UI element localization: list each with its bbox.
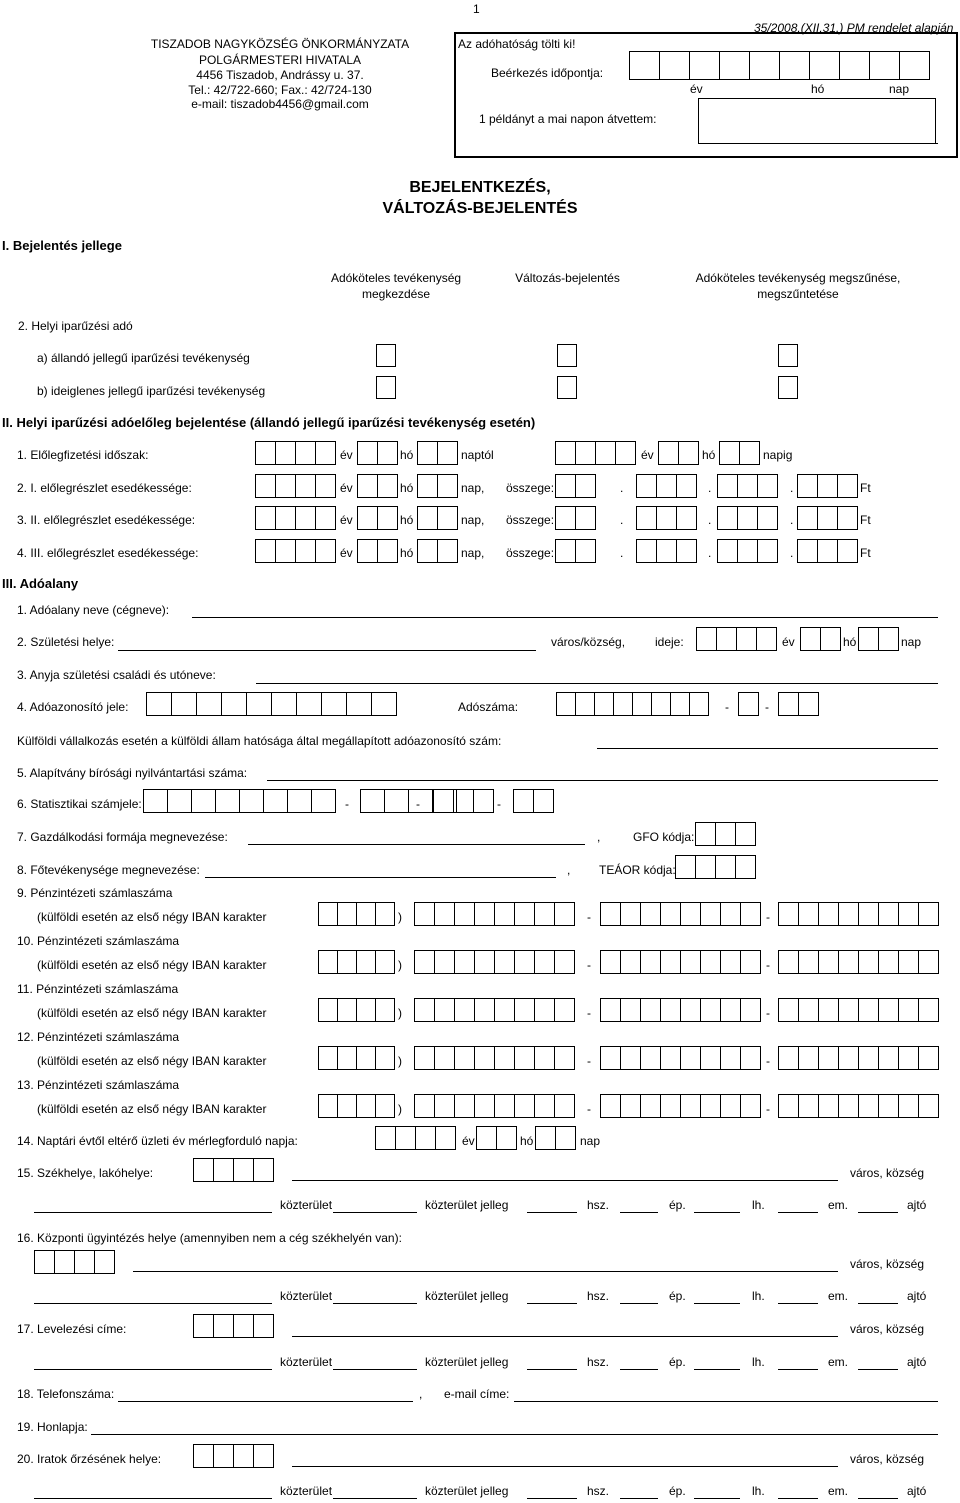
authority-line1: TISZADOB NAGYKÖZSÉG ÖNKORMÁNYZATA bbox=[150, 37, 410, 51]
legal-form-field[interactable] bbox=[248, 844, 585, 845]
installment2-amount-b[interactable] bbox=[636, 506, 697, 530]
staircase-label: lh. bbox=[752, 1289, 765, 1303]
teaor-code-label: TEÁOR kódja: bbox=[599, 863, 676, 877]
permanent-end-checkbox[interactable] bbox=[778, 344, 798, 367]
legal-form-label: 7. Gazdálkodási formája megnevezése: bbox=[17, 830, 228, 844]
main-activity-field[interactable] bbox=[205, 877, 556, 878]
installment1-month-label: hó bbox=[400, 481, 414, 495]
bank-account-label: 11. Pénzintézeti számlaszáma bbox=[17, 982, 179, 996]
stat-number-part4[interactable] bbox=[513, 789, 554, 813]
street-type-field[interactable] bbox=[333, 1369, 417, 1370]
teaor-code-cells[interactable] bbox=[675, 855, 756, 879]
bank-account-part1[interactable] bbox=[414, 950, 575, 974]
street-type-field[interactable] bbox=[333, 1303, 417, 1304]
building-label: ép. bbox=[669, 1289, 686, 1303]
thousands-dot: . bbox=[708, 546, 712, 560]
currency-label: Ft bbox=[860, 481, 871, 495]
address-label: 16. Központi ügyintézés helye (amennyiben nem a cég székhelyén van): bbox=[17, 1231, 402, 1245]
installment3-amount-a[interactable] bbox=[555, 539, 596, 563]
phone-field[interactable] bbox=[118, 1401, 413, 1402]
permanent-start-checkbox[interactable] bbox=[376, 344, 396, 367]
installment2-year-label: év bbox=[340, 513, 353, 527]
tax-number-part3[interactable] bbox=[778, 692, 819, 716]
staircase-field[interactable] bbox=[694, 1212, 740, 1213]
floor-label: em. bbox=[828, 1198, 849, 1212]
authority-line5: e-mail: tiszadob4456@gmail.com bbox=[191, 97, 369, 111]
taxpayer-name-field[interactable] bbox=[192, 617, 938, 618]
bank-account-part1[interactable] bbox=[414, 998, 575, 1022]
street-label: közterület bbox=[280, 1289, 333, 1303]
floor-field[interactable] bbox=[778, 1212, 818, 1213]
bank-account-part3[interactable] bbox=[778, 950, 939, 974]
bank-account-part3[interactable] bbox=[778, 902, 939, 926]
thousands-dot: . bbox=[790, 481, 794, 495]
currency-label: Ft bbox=[860, 546, 871, 560]
paren-label: ) bbox=[398, 1102, 402, 1116]
street-field[interactable] bbox=[34, 1303, 272, 1304]
section2-title: II. Helyi iparűzési adóelőleg bejelentése (állandó jellegű iparűzési tevékenység esetén) bbox=[2, 415, 536, 430]
street-type-field[interactable] bbox=[333, 1498, 417, 1499]
email-label: e-mail címe: bbox=[444, 1387, 510, 1401]
bank-account-part2[interactable] bbox=[600, 1046, 761, 1070]
separator-dash: - bbox=[587, 1006, 591, 1020]
staircase-label: lh. bbox=[752, 1484, 765, 1498]
authority-line3: 4456 Tiszadob, Andrássy u. 37. bbox=[196, 68, 364, 82]
installment2-month-cells[interactable] bbox=[357, 506, 398, 530]
postal-code-cells[interactable] bbox=[193, 1314, 274, 1338]
city-field[interactable] bbox=[292, 1180, 838, 1181]
period-from-year-label: év bbox=[340, 448, 353, 462]
iban-hint-label: (külföldi esetén az első négy IBAN karakter bbox=[37, 1006, 267, 1020]
door-label: ajtó bbox=[907, 1355, 927, 1369]
staircase-label: lh. bbox=[752, 1198, 765, 1212]
foundation-reg-field[interactable] bbox=[267, 780, 938, 781]
section1-title: I. Bejelentés jellege bbox=[2, 238, 122, 253]
installment2-amount-c[interactable] bbox=[717, 506, 778, 530]
staircase-field[interactable] bbox=[694, 1303, 740, 1304]
separator-dash: - bbox=[766, 1006, 770, 1020]
bank-account-label: 12. Pénzintézeti számlaszáma bbox=[17, 1030, 180, 1044]
separator-dash: - bbox=[497, 797, 501, 811]
iban-hint-label: (külföldi esetén az első négy IBAN karakter bbox=[37, 910, 267, 924]
building-label: ép. bbox=[669, 1355, 686, 1369]
iban-prefix-cells[interactable] bbox=[318, 902, 395, 926]
installment1-day-cells[interactable] bbox=[417, 474, 458, 498]
installment1-amount-b[interactable] bbox=[636, 474, 697, 498]
tax-id-label: 4. Adóazonosító jele: bbox=[17, 700, 129, 714]
door-field[interactable] bbox=[858, 1369, 898, 1370]
installment1-amount-a[interactable] bbox=[555, 474, 596, 498]
birthdate-label: ideje: bbox=[655, 635, 684, 649]
email-field[interactable] bbox=[514, 1401, 938, 1402]
postal-code-cells[interactable] bbox=[193, 1158, 274, 1182]
house-number-field[interactable] bbox=[527, 1303, 577, 1304]
thousands-dot: . bbox=[790, 513, 794, 527]
birth-year-label: év bbox=[782, 635, 795, 649]
fiscal-day-label: nap bbox=[580, 1134, 601, 1148]
installment2-day-label: nap, bbox=[461, 513, 485, 527]
form-title-2: VÁLTOZÁS-BEJELENTÉS bbox=[382, 200, 578, 217]
installment3-label: 4. III. előlegrészlet esedékessége: bbox=[17, 546, 199, 560]
gfo-code-cells[interactable] bbox=[695, 822, 756, 846]
postal-code-cells[interactable] bbox=[193, 1444, 274, 1468]
bank-account-label: 13. Pénzintézeti számlaszáma bbox=[17, 1078, 180, 1092]
city-label: város, község bbox=[850, 1166, 925, 1180]
separator-dash: - bbox=[587, 1102, 591, 1116]
building-label: ép. bbox=[669, 1198, 686, 1212]
arrival-month-label: hó bbox=[811, 82, 825, 96]
street-type-label: közterület jelleg bbox=[425, 1289, 509, 1303]
separator-dash: - bbox=[587, 1054, 591, 1068]
door-field[interactable] bbox=[858, 1303, 898, 1304]
house-number-field[interactable] bbox=[527, 1369, 577, 1370]
floor-label: em. bbox=[828, 1355, 849, 1369]
installment3-amount-c[interactable] bbox=[717, 539, 778, 563]
bank-account-part2[interactable] bbox=[600, 998, 761, 1022]
paren-label: ) bbox=[398, 958, 402, 972]
section3-title: III. Adóalany bbox=[2, 576, 79, 591]
separator-dash: - bbox=[766, 910, 770, 924]
thousands-dot: . bbox=[620, 546, 624, 560]
currency-label: Ft bbox=[860, 513, 871, 527]
floor-label: em. bbox=[828, 1484, 849, 1498]
bank-account-label: 9. Pénzintézeti számlaszáma bbox=[17, 886, 173, 900]
installment3-amount-label: összege: bbox=[506, 546, 555, 560]
installment3-amount-d[interactable] bbox=[797, 539, 858, 563]
installment1-year-label: év bbox=[340, 481, 353, 495]
paren-label: ) bbox=[398, 910, 402, 924]
fiscal-year-label-year: év bbox=[462, 1134, 475, 1148]
thousands-dot: . bbox=[620, 513, 624, 527]
temporary-end-checkbox[interactable] bbox=[778, 376, 798, 399]
separator-dash: - bbox=[766, 1054, 770, 1068]
building-label: ép. bbox=[669, 1484, 686, 1498]
birth-year-cells[interactable] bbox=[696, 627, 777, 651]
city-label: város, község bbox=[850, 1322, 925, 1336]
bank-account-part3[interactable] bbox=[778, 1046, 939, 1070]
bank-account-part1[interactable] bbox=[414, 902, 575, 926]
door-label: ajtó bbox=[907, 1289, 927, 1303]
street-field[interactable] bbox=[34, 1498, 272, 1499]
building-field[interactable] bbox=[620, 1498, 658, 1499]
separator-dash: - bbox=[587, 910, 591, 924]
building-field[interactable] bbox=[620, 1369, 658, 1370]
foreign-tax-id-label: Külföldi vállalkozás esetén a külföldi állam hatósága által megállapított adóazonosító szám: bbox=[17, 734, 502, 748]
fiscal-month-label: hó bbox=[520, 1134, 534, 1148]
tax-id-cells[interactable] bbox=[146, 692, 397, 716]
period-to-year-label: év bbox=[641, 448, 654, 462]
separator-dash: - bbox=[587, 958, 591, 972]
building-field[interactable] bbox=[620, 1212, 658, 1213]
fiscal-year-cells[interactable] bbox=[375, 1126, 456, 1150]
address-label: 17. Levelezési címe: bbox=[17, 1322, 127, 1336]
installment2-amount-label: összege: bbox=[506, 513, 555, 527]
website-field[interactable] bbox=[91, 1434, 938, 1435]
separator-comma: , bbox=[567, 863, 571, 877]
staircase-label: lh. bbox=[752, 1355, 765, 1369]
period-from-day-cells[interactable] bbox=[417, 441, 458, 465]
house-number-label: hsz. bbox=[587, 1289, 610, 1303]
taxpayer-name-label: 1. Adóalany neve (cégneve): bbox=[17, 603, 170, 617]
form-title-1: BEJELENTKEZÉS, bbox=[409, 179, 551, 196]
decree-reference: 35/2008.(XII.31.) PM rendelet alapján bbox=[754, 21, 954, 35]
thousands-dot: . bbox=[708, 481, 712, 495]
installment1-day-label: nap, bbox=[461, 481, 485, 495]
installment3-amount-b[interactable] bbox=[636, 539, 697, 563]
advance-period-label: 1. Előlegfizetési időszak: bbox=[17, 448, 149, 462]
floor-field[interactable] bbox=[778, 1303, 818, 1304]
permanent-change-checkbox[interactable] bbox=[557, 344, 577, 367]
city-field[interactable] bbox=[292, 1466, 838, 1467]
street-type-label: közterület jelleg bbox=[425, 1355, 509, 1369]
main-activity-label: 8. Főtevékenysége megnevezése: bbox=[17, 863, 200, 877]
office-box-title: Az adóhatóság tölti ki! bbox=[458, 37, 576, 51]
period-to-month-cells[interactable] bbox=[658, 441, 699, 465]
iban-hint-label: (külföldi esetén az első négy IBAN karakter bbox=[37, 1054, 267, 1068]
installment2-label: 3. II. előlegrészlet esedékessége: bbox=[17, 513, 196, 527]
birthplace-label: 2. Születési helye: bbox=[17, 635, 115, 649]
authority-line4: Tel.: 42/722-660; Fax.: 42/724-130 bbox=[188, 83, 372, 97]
foundation-reg-label: 5. Alapítvány bírósági nyilvántartási száma: bbox=[17, 766, 248, 780]
thousands-dot: . bbox=[620, 481, 624, 495]
installment1-label: 2. I. előlegrészlet esedékessége: bbox=[17, 481, 192, 495]
street-type-label: közterület jelleg bbox=[425, 1198, 509, 1212]
city-label: város, község bbox=[850, 1257, 925, 1271]
iban-prefix-cells[interactable] bbox=[318, 950, 395, 974]
col-change: Változás-bejelentés bbox=[515, 271, 620, 285]
door-field[interactable] bbox=[858, 1212, 898, 1213]
installment1-year-cells[interactable] bbox=[255, 474, 336, 498]
staircase-field[interactable] bbox=[694, 1498, 740, 1499]
bank-account-part1[interactable] bbox=[414, 1046, 575, 1070]
signature-box[interactable] bbox=[698, 98, 936, 144]
iban-hint-label: (külföldi esetén az első négy IBAN karakter bbox=[37, 1102, 267, 1116]
iban-prefix-cells[interactable] bbox=[318, 998, 395, 1022]
staircase-field[interactable] bbox=[694, 1369, 740, 1370]
postal-code-cells[interactable] bbox=[34, 1250, 115, 1274]
paren-label: ) bbox=[398, 1006, 402, 1020]
installment1-amount-c[interactable] bbox=[717, 474, 778, 498]
local-business-tax-label: 2. Helyi iparűzési adó bbox=[18, 319, 133, 333]
permanent-activity-label: a) állandó jellegű iparűzési tevékenység bbox=[37, 351, 250, 365]
door-label: ajtó bbox=[907, 1198, 927, 1212]
arrival-date-label: Beérkezés időpontja: bbox=[491, 66, 604, 80]
address-label: 20. Iratok őrzésének helye: bbox=[17, 1452, 162, 1466]
bank-account-part2[interactable] bbox=[600, 950, 761, 974]
fiscal-year-label: 14. Naptári évtől eltérő üzleti év mérlegforduló napja: bbox=[17, 1134, 298, 1148]
installment1-amount-label: összege: bbox=[506, 481, 555, 495]
birth-month-cells[interactable] bbox=[800, 627, 841, 651]
house-number-label: hsz. bbox=[587, 1355, 610, 1369]
street-label: közterület bbox=[280, 1198, 333, 1212]
separator-dash: - bbox=[766, 1102, 770, 1116]
col-end-line2: megszűntetése bbox=[757, 287, 839, 301]
bank-account-part1[interactable] bbox=[414, 1094, 575, 1118]
paren-label: ) bbox=[398, 1054, 402, 1068]
floor-field[interactable] bbox=[778, 1369, 818, 1370]
installment3-month-label: hó bbox=[400, 546, 414, 560]
installment3-day-cells[interactable] bbox=[417, 539, 458, 563]
separator-dash: - bbox=[765, 700, 769, 714]
phone-label: 18. Telefonszáma: bbox=[17, 1387, 115, 1401]
period-to-day-cells[interactable] bbox=[719, 441, 760, 465]
period-from-year-cells[interactable] bbox=[255, 441, 336, 465]
bank-account-part2[interactable] bbox=[600, 1094, 761, 1118]
house-number-label: hsz. bbox=[587, 1484, 610, 1498]
stat-number-part3[interactable] bbox=[433, 789, 494, 813]
installment3-year-cells[interactable] bbox=[255, 539, 336, 563]
signature-line bbox=[698, 143, 938, 144]
stat-number-part1[interactable] bbox=[143, 789, 336, 813]
bank-account-part3[interactable] bbox=[778, 998, 939, 1022]
iban-hint-label: (külföldi esetén az első négy IBAN karakter bbox=[37, 958, 267, 972]
city-field[interactable] bbox=[133, 1271, 838, 1272]
door-label: ajtó bbox=[907, 1484, 927, 1498]
installment2-year-cells[interactable] bbox=[255, 506, 336, 530]
city-village-label: város/község, bbox=[551, 635, 626, 649]
separator-dash: - bbox=[725, 700, 729, 714]
floor-field[interactable] bbox=[778, 1498, 818, 1499]
period-from-month-label: hó bbox=[400, 448, 414, 462]
birth-month-label: hó bbox=[843, 635, 857, 649]
arrival-year-label: év bbox=[690, 82, 703, 96]
installment2-amount-d[interactable] bbox=[797, 506, 858, 530]
installment3-year-label: év bbox=[340, 546, 353, 560]
arrival-day-label: nap bbox=[889, 82, 910, 96]
tax-number-part1[interactable] bbox=[556, 692, 709, 716]
installment2-day-cells[interactable] bbox=[417, 506, 458, 530]
separator-dash: - bbox=[766, 958, 770, 972]
period-from-label: naptól bbox=[461, 448, 494, 462]
bank-account-part2[interactable] bbox=[600, 902, 761, 926]
separator-dash: - bbox=[345, 797, 349, 811]
building-field[interactable] bbox=[620, 1303, 658, 1304]
thousands-dot: . bbox=[708, 513, 712, 527]
house-number-field[interactable] bbox=[527, 1212, 577, 1213]
tax-number-part2[interactable] bbox=[738, 692, 759, 716]
installment1-amount-d[interactable] bbox=[797, 474, 858, 498]
separator-comma: , bbox=[419, 1387, 423, 1401]
col-end-line1: Adóköteles tevékenység megszűnése, bbox=[695, 271, 901, 285]
col-start-line2: megkezdése bbox=[361, 287, 431, 301]
stat-number-label: 6. Statisztikai számjele: bbox=[17, 797, 142, 811]
period-from-month-cells[interactable] bbox=[357, 441, 398, 465]
period-to-month-label: hó bbox=[702, 448, 716, 462]
iban-prefix-cells[interactable] bbox=[318, 1094, 395, 1118]
street-field[interactable] bbox=[34, 1212, 272, 1213]
street-type-label: közterület jelleg bbox=[425, 1484, 509, 1498]
birthplace-field[interactable] bbox=[118, 650, 536, 651]
tax-number-label: Adószáma: bbox=[458, 700, 519, 714]
installment1-month-cells[interactable] bbox=[357, 474, 398, 498]
temporary-activity-label: b) ideiglenes jellegű iparűzési tevékenység bbox=[37, 384, 266, 398]
city-field[interactable] bbox=[292, 1336, 838, 1337]
thousands-dot: . bbox=[790, 546, 794, 560]
period-to-year-cells[interactable] bbox=[555, 441, 636, 465]
birth-day-cells[interactable] bbox=[858, 627, 899, 651]
col-start-line1: Adóköteles tevékenység bbox=[330, 271, 462, 285]
iban-prefix-cells[interactable] bbox=[318, 1046, 395, 1070]
receipt-label: 1 példányt a mai napon átvettem: bbox=[479, 112, 657, 126]
period-to-label: napig bbox=[763, 448, 793, 462]
gfo-code-label: GFO kódja: bbox=[633, 830, 695, 844]
floor-label: em. bbox=[828, 1289, 849, 1303]
page-number: 1 bbox=[473, 2, 480, 16]
fiscal-day-cells[interactable] bbox=[535, 1126, 576, 1150]
city-label: város, község bbox=[850, 1452, 925, 1466]
temporary-start-checkbox[interactable] bbox=[376, 376, 396, 399]
bank-account-part3[interactable] bbox=[778, 1094, 939, 1118]
temporary-change-checkbox[interactable] bbox=[557, 376, 577, 399]
separator-dash: - bbox=[416, 797, 420, 811]
street-type-field[interactable] bbox=[333, 1212, 417, 1213]
mother-name-field[interactable] bbox=[256, 683, 938, 684]
street-field[interactable] bbox=[34, 1369, 272, 1370]
birth-day-label: nap bbox=[901, 635, 922, 649]
door-field[interactable] bbox=[858, 1498, 898, 1499]
installment2-month-label: hó bbox=[400, 513, 414, 527]
fiscal-month-cells[interactable] bbox=[476, 1126, 517, 1150]
installment3-month-cells[interactable] bbox=[357, 539, 398, 563]
street-label: közterület bbox=[280, 1355, 333, 1369]
installment3-day-label: nap, bbox=[461, 546, 485, 560]
house-number-field[interactable] bbox=[527, 1498, 577, 1499]
separator-comma: , bbox=[597, 830, 601, 844]
house-number-label: hsz. bbox=[587, 1198, 610, 1212]
address-label: 15. Székhelye, lakóhelye: bbox=[17, 1166, 154, 1180]
street-label: közterület bbox=[280, 1484, 333, 1498]
mother-name-label: 3. Anyja születési családi és utóneve: bbox=[17, 668, 216, 682]
installment2-amount-a[interactable] bbox=[555, 506, 596, 530]
arrival-date-cells[interactable] bbox=[629, 51, 930, 80]
authority-line2: POLGÁRMESTERI HIVATALA bbox=[198, 53, 362, 67]
website-label: 19. Honlapja: bbox=[17, 1420, 88, 1434]
foreign-tax-id-field[interactable] bbox=[597, 748, 938, 749]
bank-account-label: 10. Pénzintézeti számlaszáma bbox=[17, 934, 180, 948]
